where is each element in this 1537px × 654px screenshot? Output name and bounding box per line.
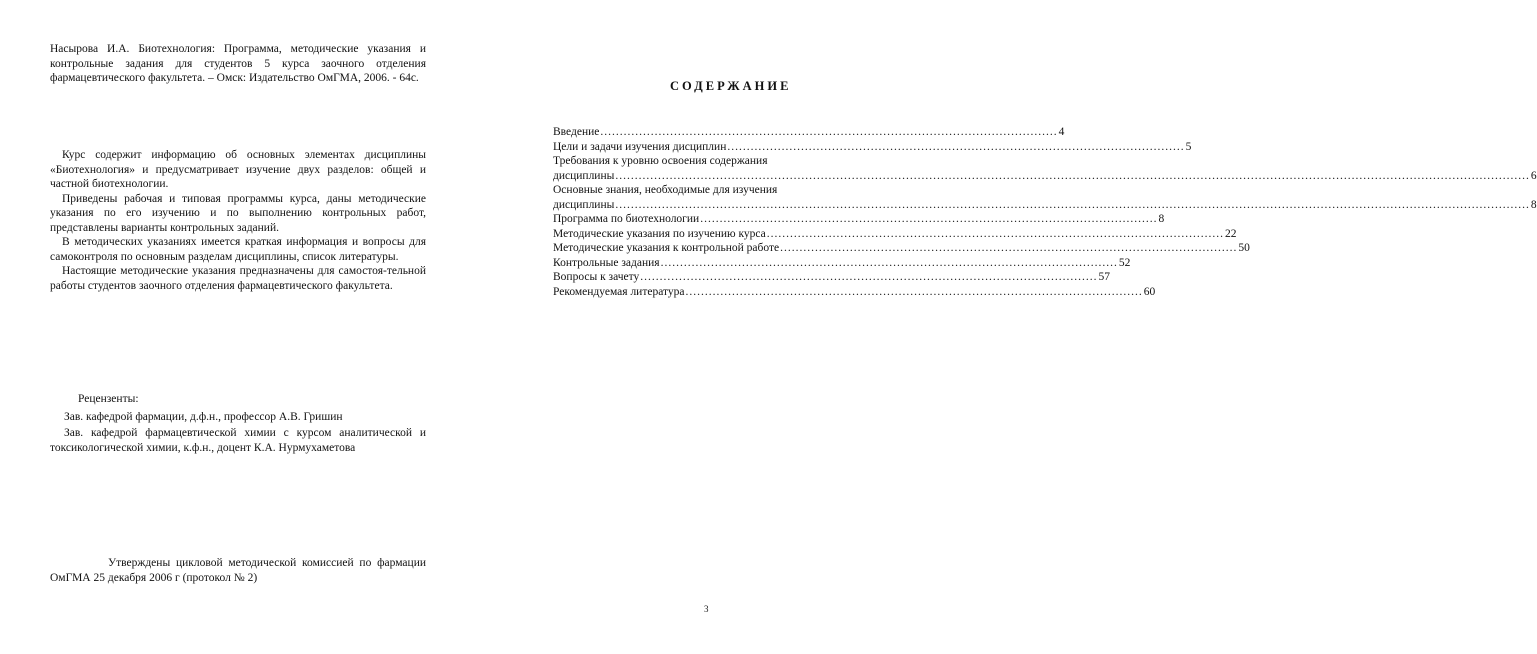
toc-entry-title-cont: дисциплины: [553, 198, 615, 211]
toc-entry: [553, 125, 1065, 140]
toc-entry: [553, 270, 1110, 285]
right-page: [480, 0, 1537, 654]
toc-entry-title: Требования к уровню освоения содержания: [553, 155, 768, 167]
toc-entry: [553, 140, 1192, 155]
toc-entry: [553, 212, 1165, 227]
approval-note: [50, 556, 426, 585]
toc-entry-page: 52: [1118, 256, 1131, 269]
toc-entry-title: Основные знания, необходимые для изучения: [553, 184, 778, 196]
toc-entry-page: 50: [1238, 242, 1250, 254]
toc-entry-page: 4: [1058, 126, 1065, 138]
reviewer: Зав. кафедрой фармации, д.ф.н., профессор А.В. Гришин: [64, 410, 343, 423]
toc-title: СОДЕРЖАНИЕ: [670, 79, 792, 93]
toc-entry: Требования к уровню освоения содержания дисциплины ...................................................................................................................... ..... 6: [553, 154, 849, 183]
toc-entry: [553, 285, 1156, 300]
abstract-paragraph: В методических указаниях имеется краткая информация и вопросы для самоконтроля по основным разделам дисциплины, список литературы.: [50, 236, 426, 263]
approval-text: Утверждены цикловой методической комиссией по фармации ОмГМА 25 декабря 2006 г (протокол № 2): [50, 557, 426, 584]
reviewers-title: Рецензенты:: [78, 393, 139, 405]
abstract-paragraph: Курс содержит информацию об основных элементах дисциплины «Биотехнология» и предусматривает изучение двух разделов: общей и частной биотехнологии.: [50, 149, 426, 190]
toc-entry-title: Программа по биотехнологии: [553, 213, 700, 225]
toc-entry-title: Цели и задачи изучения дисциплин: [553, 140, 727, 153]
toc-entry-title: Рекомендуемая литература: [553, 285, 685, 298]
toc-entry-page: 8: [1530, 198, 1537, 211]
page-number: 3: [704, 604, 709, 614]
abstract-paragraph: Настоящие методические указания предназначены для самостоя-тельной работы студентов заочного отделения фармацевтического факультета.: [50, 265, 426, 292]
reviewer: Зав. кафедрой фармацевтической химии с курсом аналитической и токсикологической химии, к.ф.н., доцент К.А. Нурмухаметова: [50, 427, 426, 454]
bibliographic-record: Насырова И.А. Биотехнология: Программа, методические указания и контрольные задания для студентов 5 курса заочного отделения фармацевтического факультета. – Омск: Издательство ОмГМА, 2006. - 64с.: [50, 43, 426, 84]
reviewers-section: [50, 392, 426, 457]
toc-entry: [553, 256, 1131, 271]
toc-entry-page: 22: [1225, 227, 1237, 240]
toc-entry: Основные знания, необходимые для изучения дисциплины ...................................................................................................................... ..... 8: [553, 183, 849, 212]
toc-entry-page: 5: [1185, 140, 1192, 153]
toc-entry-title: Вопросы к зачету: [553, 271, 640, 283]
table-of-contents: [553, 125, 1537, 299]
toc-entry-title: Методические указания к контрольной работе: [553, 242, 780, 254]
left-page: [0, 0, 480, 654]
abstract: [50, 148, 426, 293]
toc-entry-title-cont: дисциплины: [553, 169, 615, 182]
toc-entry: [553, 241, 1250, 256]
abstract-paragraph: Приведены рабочая и типовая программы курса, даны методические указания по его изучению и по выполнению контрольных работ, представлены варианты контрольных заданий.: [50, 192, 426, 234]
toc-entry-title: Методические указания по изучению курса: [553, 227, 766, 240]
toc-entry-page: 60: [1143, 285, 1156, 298]
toc-entry-page: 57: [1098, 271, 1110, 283]
toc-entry-page: 6: [1530, 169, 1537, 182]
toc-entry-title: Контрольные задания: [553, 256, 660, 269]
toc-entry: [553, 227, 1237, 242]
toc-entry-page: 8: [1158, 213, 1165, 225]
toc-entry-title: Введение: [553, 126, 600, 138]
